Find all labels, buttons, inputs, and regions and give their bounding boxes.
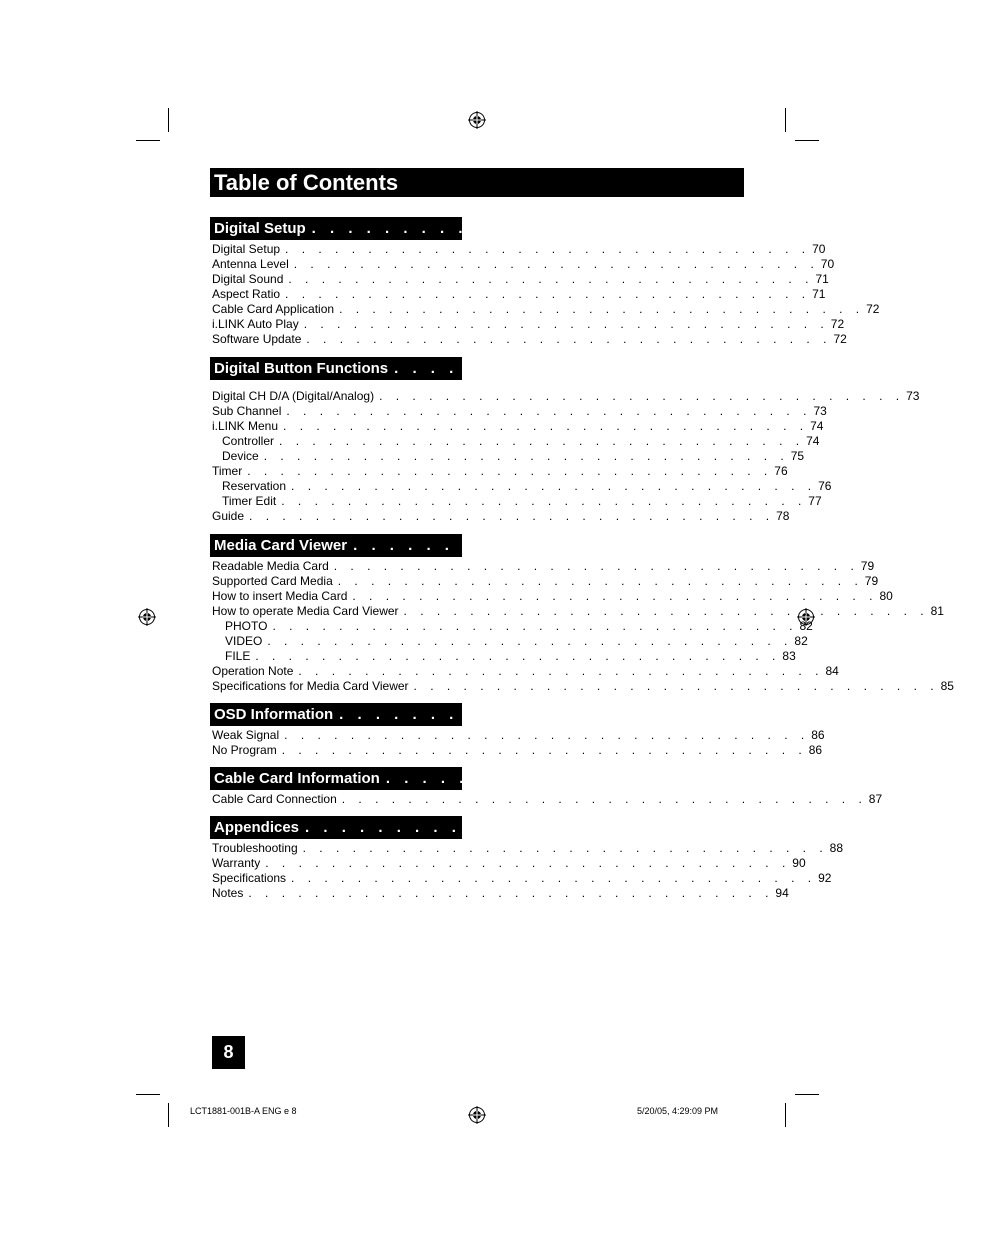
toc-entry-page: 83 <box>782 649 796 663</box>
crop-mark <box>795 140 819 141</box>
dot-leader: . . . . . . . . . . . . . . . . . . . . . . . . . . . . . . . . <box>339 302 865 316</box>
section-page: 79 <box>932 537 950 554</box>
footer-right: 5/20/05, 4:29:09 PM <box>637 1106 719 1116</box>
section-items <box>210 389 920 524</box>
toc-entry <box>210 559 875 574</box>
section-items <box>210 792 883 807</box>
toc-entry <box>210 317 845 332</box>
toc-entry-page: 85 <box>940 679 954 693</box>
dot-leader: . . . . . . . . . . . . . . . . . . . . . . . . . . . . . . . . <box>291 871 817 885</box>
toc-entry-page: 70 <box>812 242 826 256</box>
registration-mark-icon <box>468 1106 486 1124</box>
toc-entry <box>210 634 808 649</box>
section-page: 86 <box>918 706 936 723</box>
toc-entry-page: 79 <box>864 574 879 588</box>
toc-entry-label: Software Update <box>212 332 302 346</box>
dot-leader: . . . . . . . . . . . . . . . . . . . . . . . . . . . . . . . . <box>353 537 931 554</box>
toc-entry-label: Notes <box>212 886 244 900</box>
section-title: Digital Button Functions <box>214 360 389 377</box>
toc-entry-page: 88 <box>829 841 844 855</box>
section-items <box>210 242 880 347</box>
toc-entry-page: 74 <box>810 419 824 433</box>
toc-entry-page: 78 <box>776 509 790 523</box>
dot-leader: . . . . . . . . . . . . . . . . . . . . . . . . . . . . . . . . <box>303 317 829 331</box>
toc-entry-page: 79 <box>860 559 875 573</box>
toc-entry-label: How to operate Media Card Viewer <box>212 604 399 618</box>
toc-entry-label: Readable Media Card <box>212 559 329 573</box>
crop-mark <box>785 108 786 132</box>
toc-entry-label: Supported Card Media <box>212 574 333 588</box>
section-items <box>210 728 825 758</box>
toc-entry-page: 77 <box>808 494 822 508</box>
table-of-contents <box>210 217 990 901</box>
dot-leader: . . . . . . . . . . . . . . . . . . . . . . . . . . . . . . . . <box>286 404 812 418</box>
dot-leader: . . . . . . . . . . . . . . . . . . . . . . . . . . . . . . . . <box>306 332 832 346</box>
toc-entry-label: Weak Signal <box>212 728 280 742</box>
dot-leader: . . . . . . . . . . . . . . . . . . . . . . . . . . . . . . . . <box>311 220 890 237</box>
toc-entry-label: Digital CH D/A (Digital/Analog) <box>212 389 375 403</box>
section-header <box>210 703 936 726</box>
toc-entry-label: Digital Sound <box>212 272 284 286</box>
section-header <box>210 816 902 839</box>
section-title: Digital Setup <box>214 220 306 237</box>
toc-entry-label: Operation Note <box>212 664 294 678</box>
toc-entry-label: Digital Setup <box>212 242 281 256</box>
toc-entry <box>210 886 789 901</box>
dot-leader: . . . . . . . . . . . . . . . . . . . . . . . . . . . . . . . . <box>298 664 824 678</box>
dot-leader: . . . . . . . . . . . . . . . . . . . . . . . . . . . . . . . . <box>385 770 964 787</box>
toc-entry-label: Device <box>222 449 259 463</box>
section-title: OSD Information <box>214 706 334 723</box>
toc-entry <box>210 792 883 807</box>
toc-entry-label: No Program <box>212 743 277 757</box>
dot-leader: . . . . . . . . . . . . . . . . . . . . . . . . . . . . . . . . <box>249 509 775 523</box>
toc-entry <box>210 464 788 479</box>
dot-leader: . . . . . . . . . . . . . . . . . . . . . . . . . . . . . . . . <box>265 856 791 870</box>
dot-leader: . . . . . . . . . . . . . . . . . . . . . . . . . . . . . . . . <box>403 604 929 618</box>
toc-entry-label: Controller <box>222 434 275 448</box>
crop-mark <box>136 1094 160 1095</box>
toc-entry <box>210 419 824 434</box>
dot-leader: . . . . . . . . . . . . . . . . . . . . . . . . . . . . . . . . <box>394 360 972 377</box>
section-page: 70 <box>891 220 908 237</box>
toc-entry <box>210 728 825 743</box>
toc-entry <box>210 509 790 524</box>
toc-entry-label: Timer <box>212 464 243 478</box>
toc-entry-page: 81 <box>930 604 944 618</box>
toc-entry-page: 70 <box>820 257 835 271</box>
toc-entry-page: 73 <box>813 404 827 418</box>
toc-entry-label: FILE <box>225 649 251 663</box>
toc-entry-label: Antenna Level <box>212 257 289 271</box>
dot-leader: . . . . . . . . . . . . . . . . . . . . . . . . . . . . . . . . <box>337 574 863 588</box>
dot-leader: . . . . . . . . . . . . . . . . . . . . . . . . . . . . . . . . <box>285 287 811 301</box>
toc-entry <box>210 332 847 347</box>
toc-entry-page: 75 <box>790 449 805 463</box>
toc-entry-page: 76 <box>818 479 832 493</box>
dot-leader: . . . . . . . . . . . . . . . . . . . . . . . . . . . . . . . . <box>263 449 789 463</box>
dot-leader: . . . . . . . . . . . . . . . . . . . . . . . . . . . . . . . . <box>302 841 828 855</box>
registration-mark-icon <box>138 608 156 626</box>
dot-leader: . . . . . . . . . . . . . . . . . . . . . . . . . . . . . . . . <box>333 559 859 573</box>
toc-entry-page: 90 <box>792 856 806 870</box>
toc-entry-label: Cable Card Application <box>212 302 335 316</box>
dot-leader: . . . . . . . . . . . . . . . . . . . . . . . . . . . . . . . . <box>255 649 781 663</box>
dot-leader: . . . . . . . . . . . . . . . . . . . . . . . . . . . . . . . . <box>293 257 819 271</box>
dot-leader: . . . . . . . . . . . . . . . . . . . . . . . . . . . . . . . . <box>339 706 917 723</box>
section-title: Appendices <box>214 819 300 836</box>
toc-entry-page: 72 <box>830 317 845 331</box>
toc-entry <box>210 841 844 856</box>
toc-entry <box>210 257 835 272</box>
toc-entry <box>210 856 806 871</box>
footer-left: LCT1881-001B-A ENG e 8 <box>190 1106 297 1116</box>
dot-leader: . . . . . . . . . . . . . . . . . . . . . . . . . . . . . . . . <box>247 464 773 478</box>
toc-entry-label: Warranty <box>212 856 261 870</box>
toc-entry-page: 86 <box>811 728 825 742</box>
crop-mark <box>168 1103 169 1127</box>
toc-entry-label: i.LINK Menu <box>212 419 279 433</box>
toc-entry-label: How to insert Media Card <box>212 589 348 603</box>
section-header <box>210 534 950 557</box>
dot-leader: . . . . . . . . . . . . . . . . . . . . . . . . . . . . . . . . <box>291 479 817 493</box>
toc-entry <box>210 287 826 302</box>
toc-entry-page: 92 <box>818 871 832 885</box>
dot-leader: . . . . . . . . . . . . . . . . . . . . . . . . . . . . . . . . <box>305 819 883 836</box>
section-header <box>210 217 908 240</box>
toc-entry-label: VIDEO <box>225 634 263 648</box>
section-header <box>210 767 983 790</box>
toc-entry-label: Timer Edit <box>222 494 277 508</box>
dot-leader: . . . . . . . . . . . . . . . . . . . . . . . . . . . . . . . . <box>379 389 905 403</box>
toc-entry <box>210 479 832 494</box>
dot-leader: . . . . . . . . . . . . . . . . . . . . . . . . . . . . . . . . <box>281 743 807 757</box>
toc-entry <box>210 434 820 449</box>
page-number: 8 <box>212 1036 245 1069</box>
dot-leader: . . . . . . . . . . . . . . . . . . . . . . . . . . . . . . . . <box>272 619 798 633</box>
toc-entry-page: 80 <box>879 589 893 603</box>
toc-entry <box>210 494 822 509</box>
toc-entry <box>210 574 879 589</box>
toc-entry <box>210 404 827 419</box>
toc-entry-page: 82 <box>799 619 813 633</box>
dot-leader: . . . . . . . . . . . . . . . . . . . . . . . . . . . . . . . . <box>288 272 814 286</box>
toc-entry-label: i.LINK Auto Play <box>212 317 299 331</box>
section-page: 87 <box>965 770 983 787</box>
dot-leader: . . . . . . . . . . . . . . . . . . . . . . . . . . . . . . . . <box>267 634 793 648</box>
toc-entry-page: 84 <box>825 664 839 678</box>
section-items <box>210 559 954 694</box>
toc-entry-label: Troubleshooting <box>212 841 298 855</box>
toc-entry-page: 76 <box>774 464 788 478</box>
toc-entry <box>210 604 944 619</box>
toc-entry-page: 74 <box>806 434 820 448</box>
dot-leader: . . . . . . . . . . . . . . . . . . . . . . . . . . . . . . . . <box>284 728 810 742</box>
toc-entry-page: 87 <box>868 792 883 806</box>
toc-entry-page: 72 <box>866 302 880 316</box>
section-page: 73 <box>973 360 990 377</box>
dot-leader: . . . . . . . . . . . . . . . . . . . . . . . . . . . . . . . . <box>248 886 774 900</box>
toc-entry <box>210 242 826 257</box>
crop-mark <box>168 108 169 132</box>
toc-entry <box>210 272 829 287</box>
toc-entry-page: 72 <box>833 332 847 346</box>
dot-leader: . . . . . . . . . . . . . . . . . . . . . . . . . . . . . . . . <box>352 589 878 603</box>
toc-entry-label: Aspect Ratio <box>212 287 281 301</box>
toc-entry <box>210 589 893 604</box>
crop-mark <box>795 1094 819 1095</box>
toc-entry <box>210 302 880 317</box>
toc-entry-label: Specifications <box>212 871 287 885</box>
dot-leader: . . . . . . . . . . . . . . . . . . . . . . . . . . . . . . . . <box>279 434 805 448</box>
toc-entry <box>210 449 805 464</box>
section-page: 88 <box>884 819 902 836</box>
dot-leader: . . . . . . . . . . . . . . . . . . . . . . . . . . . . . . . . <box>283 419 809 433</box>
toc-entry <box>210 619 813 634</box>
dot-leader: . . . . . . . . . . . . . . . . . . . . . . . . . . . . . . . . <box>285 242 811 256</box>
toc-entry-page: 82 <box>794 634 808 648</box>
dot-leader: . . . . . . . . . . . . . . . . . . . . . . . . . . . . . . . . <box>341 792 867 806</box>
registration-mark-icon <box>468 111 486 129</box>
toc-entry-label: PHOTO <box>225 619 268 633</box>
toc-entry-page: 94 <box>775 886 789 900</box>
toc-entry <box>210 664 839 679</box>
page-title: Table of Contents <box>210 168 744 197</box>
section-title: Media Card Viewer <box>214 537 348 554</box>
section-header <box>210 357 990 380</box>
crop-mark <box>785 1103 786 1127</box>
toc-entry-page: 71 <box>815 272 829 286</box>
toc-entry <box>210 649 796 664</box>
dot-leader: . . . . . . . . . . . . . . . . . . . . . . . . . . . . . . . . <box>413 679 939 693</box>
toc-entry-label: Specifications for Media Card Viewer <box>212 679 409 693</box>
dot-leader: . . . . . . . . . . . . . . . . . . . . . . . . . . . . . . . . <box>281 494 807 508</box>
toc-entry <box>210 871 832 886</box>
toc-entry-label: Reservation <box>222 479 287 493</box>
toc-entry-page: 73 <box>906 389 920 403</box>
toc-entry-label: Cable Card Connection <box>212 792 337 806</box>
toc-entry-label: Sub Channel <box>212 404 282 418</box>
toc-entry-page: 71 <box>812 287 826 301</box>
toc-entry-page: 86 <box>808 743 823 757</box>
toc-entry <box>210 679 954 694</box>
toc-entry <box>210 389 920 404</box>
toc-entry <box>210 743 823 758</box>
section-items <box>210 841 844 901</box>
section-title: Cable Card Information <box>214 770 380 787</box>
toc-entry-label: Guide <box>212 509 245 523</box>
crop-mark <box>136 140 160 141</box>
